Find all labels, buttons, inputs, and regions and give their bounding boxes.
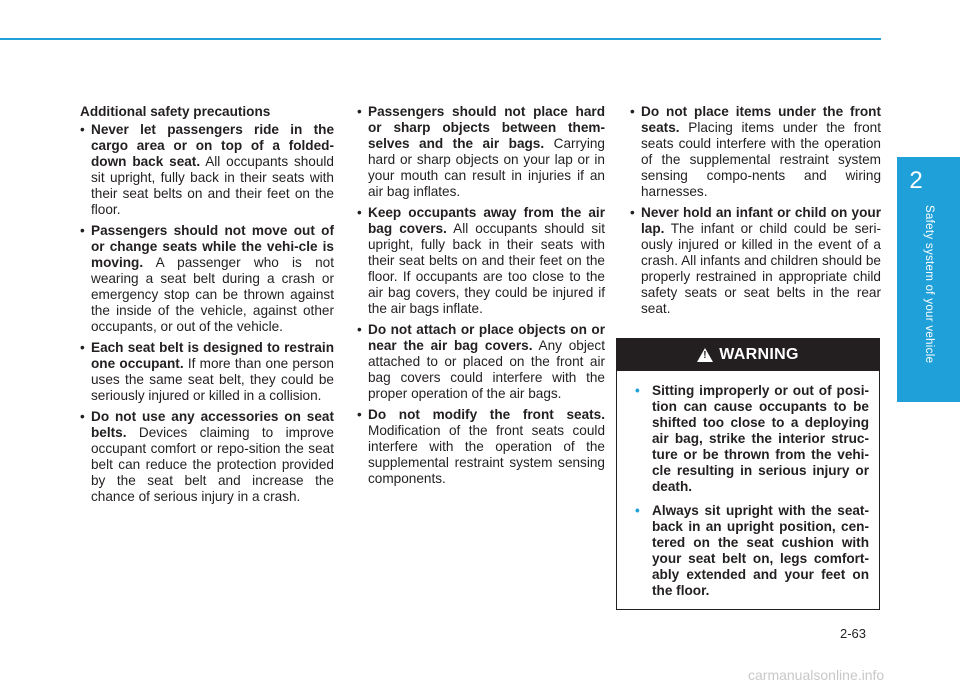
bullet-icon: • (80, 122, 85, 137)
item-text: If more than one person uses the same seat belt, they could be seriously injured or killed in a collision. (91, 356, 334, 403)
column-3 (630, 104, 881, 322)
item-lead: Never hold an infant or child on your lap. (641, 205, 881, 236)
bullet-icon: • (357, 407, 362, 422)
list-item (80, 409, 334, 505)
bullet-icon: • (80, 340, 85, 355)
chapter-number: 2 (909, 167, 923, 194)
bullet-icon: • (80, 223, 85, 238)
page-number: 2-63 (840, 626, 867, 641)
bullet-icon: • (635, 383, 640, 398)
item-lead: Do not modify the front seats. (368, 407, 605, 422)
item-text: A passenger who is not wearing a seat belt during a crash or emergency stop can be thrown against the inside of the vehicle, against other occupants, or out of the vehicle. (91, 255, 334, 334)
item-text: Carrying hard or sharp objects on your lap or in your mouth can result in injuries if an air bag inflates. (368, 136, 605, 199)
item-text: Modification of the front seats could interfere with the operation of the supplemental restraint system sensing components. (368, 423, 605, 486)
item-text: All occupants should sit upright, fully back in their seats with their seat belts on and their feet on the floor. If occupants are too close to the air bag covers, they could be injured if the air bags inflate. (368, 221, 605, 316)
bullet-icon: • (630, 205, 635, 220)
list-item (80, 223, 334, 335)
list-item (80, 340, 334, 404)
top-rule (0, 38, 881, 40)
chapter-tab (897, 157, 960, 402)
warning-item (635, 503, 869, 599)
bullet-icon: • (357, 104, 362, 119)
chapter-title: Safety system of your vehicle (923, 205, 935, 364)
bullet-icon: • (357, 322, 362, 337)
column-2 (357, 104, 605, 492)
item-lead: Do not attach or place objects on or near the air bag covers. (368, 322, 605, 353)
list-item (80, 122, 334, 218)
list-item (357, 322, 605, 402)
watermark: carmanualsonline.info (748, 667, 885, 683)
list-item (357, 407, 605, 487)
item-lead: Passengers should not place hard or sharp objects between them-selves and the air bags. (368, 104, 605, 151)
warning-triangle-icon: ! (697, 348, 713, 362)
bullet-icon: • (80, 409, 85, 424)
item-lead: Do not place items under the front seats. (641, 104, 881, 135)
list-item (630, 104, 881, 200)
warning-text: Sitting improperly or out of posi-tion can cause occupants to be shifted too close to a deploying air bag, strike the interior struc-ture or be thrown from the vehi-cle resulting in serious injury or death. (652, 383, 869, 494)
list-item (630, 205, 881, 317)
list-item (357, 104, 605, 200)
warning-title: WARNING (719, 346, 799, 363)
warning-text: Always sit upright with the seat-back in an upright position, cen-tered on the seat cushion with your seat belt on, legs comfort-ably extended and your feet on the floor. (652, 503, 869, 598)
bullet-icon: • (630, 104, 635, 119)
warning-header (617, 339, 879, 371)
item-lead: Never let passengers ride in the cargo area or on top of a folded-down back seat. (91, 122, 334, 169)
warning-item (635, 383, 869, 495)
item-lead: Each seat belt is designed to restrain one occupant. (91, 340, 334, 371)
column-1 (80, 104, 334, 510)
item-text: The infant or child could be seri-ously injured or killed in the event of a crash. All infants and children should be properly restrained in appropriate child safety seats or seat belts in the rear seat. (641, 221, 881, 316)
bullet-icon: • (357, 205, 362, 220)
item-lead: Keep occupants away from the air bag covers. (368, 205, 605, 236)
warning-body (617, 371, 879, 599)
section-heading: Additional safety precautions (80, 104, 271, 119)
item-lead: Do not use any accessories on seat belts. (91, 409, 334, 440)
item-text: Any object attached to or placed on the front air bag covers could interfere with the proper operation of the air bags. (368, 338, 605, 401)
item-text: Devices claiming to improve occupant comfort or repo-sition the seat belt can reduce the protection provided by the seat belt and increase the chance of serious injury in a crash. (91, 425, 334, 504)
item-lead: Passengers should not move out of or change seats while the vehi-cle is moving. (91, 223, 334, 270)
bullet-icon: • (635, 503, 640, 518)
item-text: Placing items under the front seats could interfere with the operation of the supplemental restraint system sensing compo-nents and wiring harnesses. (641, 120, 881, 199)
list-item (357, 205, 605, 317)
warning-box (616, 338, 880, 610)
item-text: All occupants should sit upright, fully back in their seats with their seat belts on and their feet on the floor. (91, 154, 334, 217)
